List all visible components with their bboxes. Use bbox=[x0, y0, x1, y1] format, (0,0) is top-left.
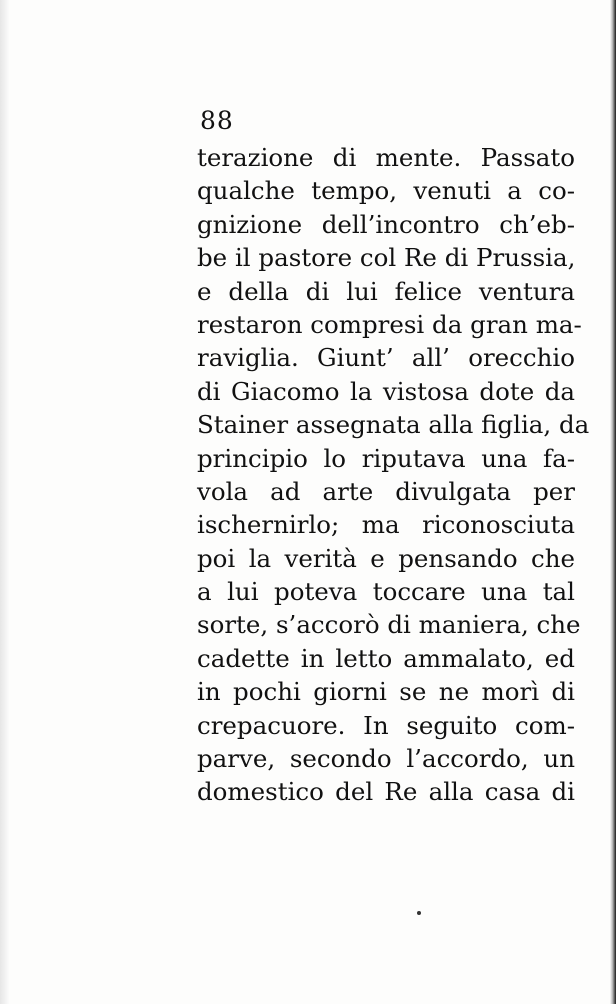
text-line: crepacuore. In seguito com- bbox=[197, 710, 575, 740]
text-line: parve, secondo l’accordo, un bbox=[197, 744, 575, 774]
text-line: principio lo riputava una fa- bbox=[197, 443, 575, 473]
text-line: be il pastore col Re di Prussia, bbox=[197, 243, 576, 273]
text-line: domestico del Re alla casa di bbox=[197, 777, 575, 807]
text-line: poi la verità e pensando che bbox=[197, 543, 575, 573]
ink-speck bbox=[417, 911, 421, 915]
text-line: in pochi giorni se ne morì di bbox=[197, 677, 575, 707]
text-line: terazione di mente. Passato bbox=[197, 143, 575, 172]
page-left-edge bbox=[0, 0, 9, 1004]
text-line: sorte, s’accorò di maniera, che bbox=[197, 610, 581, 640]
page-right-edge-shadow bbox=[610, 0, 616, 1004]
text-line: qualche tempo, venuti a co- bbox=[197, 176, 575, 206]
text-line: di Giacomo la vistosa dote da bbox=[197, 376, 575, 406]
page-number: 88 bbox=[200, 106, 234, 135]
text-line: vola ad arte divulgata per bbox=[197, 476, 575, 506]
text-line: gnizione dell’incontro ch’eb- bbox=[197, 209, 575, 239]
text-line: a lui poteva toccare una tal bbox=[197, 577, 575, 607]
text-line: Stainer assegnata alla figlia, da bbox=[197, 410, 590, 440]
text-line: raviglia. Giunt’ all’ orecchio bbox=[197, 343, 575, 373]
text-line: cadette in letto ammalato, ed bbox=[197, 643, 575, 673]
text-line: e della di lui felice ventura bbox=[197, 276, 575, 306]
text-line: ischernirlo; ma riconosciuta bbox=[197, 510, 575, 540]
text-line: restaron compresi da gran ma- bbox=[197, 309, 582, 339]
body-text bbox=[197, 141, 590, 809]
